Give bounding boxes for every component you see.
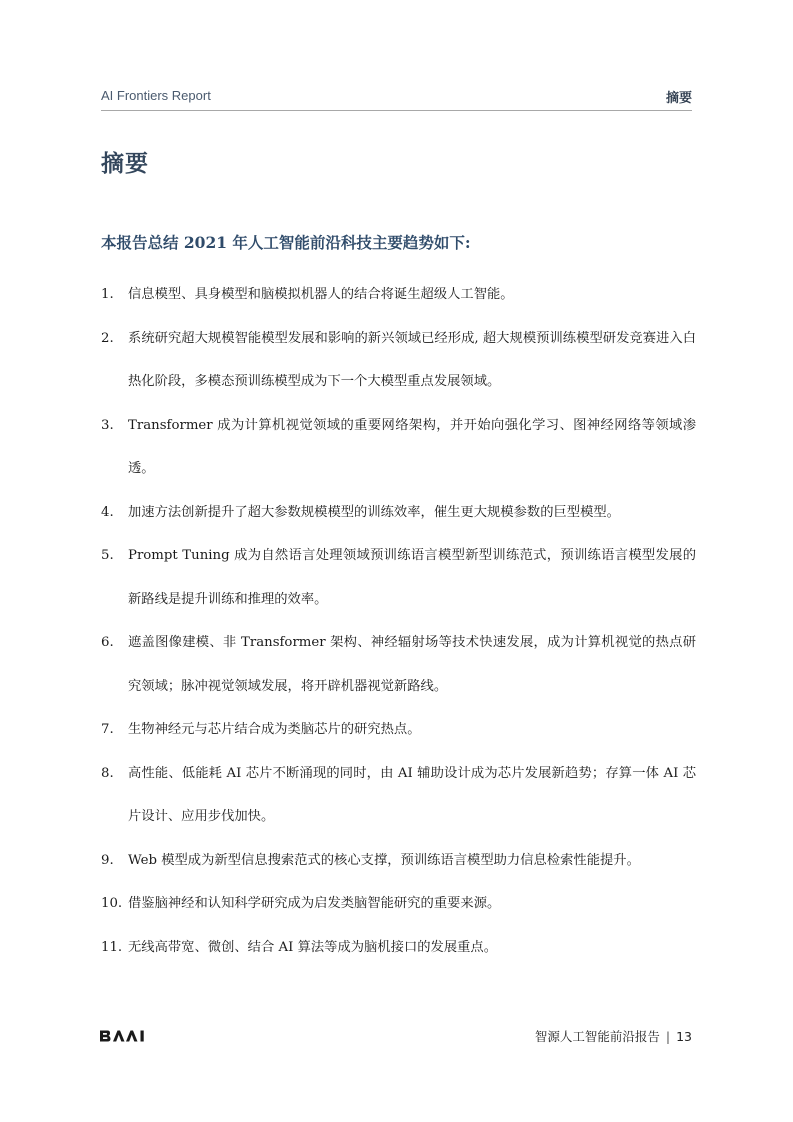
item-number: 8. — [101, 765, 114, 781]
list-item — [101, 491, 696, 535]
page-header — [101, 86, 692, 111]
page-number: 13 — [676, 1029, 692, 1044]
item-number: 7. — [101, 722, 114, 737]
item-number: 3. — [101, 417, 114, 433]
list-item — [101, 926, 696, 970]
list-item — [101, 839, 696, 883]
page-title: 摘要 — [101, 151, 149, 177]
item-text: 借鉴脑神经和认知科学研究成为启发类脑智能研究的重要来源。 — [128, 896, 501, 911]
list-item — [101, 534, 696, 621]
list-item — [101, 317, 696, 404]
item-number: 10. — [101, 896, 123, 911]
footer-separator: | — [665, 1029, 671, 1044]
item-number: 2. — [101, 330, 114, 346]
item-number: 9. — [101, 852, 114, 868]
item-text: 生物神经元与芯片结合成为类脑芯片的研究热点。 — [128, 722, 421, 737]
item-text: Web 模型成为新型信息搜索范式的核心支撑，预训练语言模型助力信息检索性能提升。 — [128, 852, 640, 868]
list-item — [101, 752, 696, 839]
list-item — [101, 621, 696, 708]
item-text: 加速方法创新提升了超大参数规模模型的训练效率，催生更大规模参数的巨型模型。 — [128, 504, 620, 520]
item-text: 系统研究超大规模智能模型发展和影响的新兴领域已经形成, 超大规模预训练模型研发竞赛进入白热化阶段，多模态预训练模型成为下一个大模型重点发展领域。 — [128, 330, 696, 389]
header-report-name: AI Frontiers Report — [101, 88, 211, 103]
header-section-title: 摘要 — [665, 91, 692, 106]
list-item — [101, 404, 696, 491]
item-text: Transformer 成为计算机视觉领域的重要网络架构，并开始向强化学习、图神经网络等领域渗透。 — [128, 417, 696, 476]
list-item — [101, 882, 696, 926]
footer-report-title: 智源人工智能前沿报告 — [534, 1029, 660, 1044]
item-number: 6. — [101, 635, 114, 650]
item-number: 1. — [101, 287, 114, 302]
item-number: 5. — [101, 548, 114, 563]
item-text: Prompt Tuning 成为自然语言处理领域预训练语言模型新型训练范式，预训练语言模型发展的新路线是提升训练和推理的效率。 — [128, 548, 696, 607]
item-text: 遮盖图像建模、非 Transformer 架构、神经辐射场等技术快速发展，成为计算机视觉的热点研究领域；脉冲视觉领域发展，将开辟机器视觉新路线。 — [128, 635, 696, 694]
list-item — [101, 708, 696, 752]
baai-logo — [99, 1029, 149, 1043]
item-number: 4. — [101, 504, 114, 520]
list-item — [101, 273, 696, 317]
intro-heading: 本报告总结 2021 年人工智能前沿科技主要趋势如下: — [101, 233, 471, 252]
page-footer — [535, 1027, 692, 1045]
item-number: 11. — [101, 939, 123, 955]
item-text: 无线高带宽、微创、结合 AI 算法等成为脑机接口的发展重点。 — [128, 939, 498, 955]
item-text: 信息模型、具身模型和脑模拟机器人的结合将诞生超级人工智能。 — [128, 287, 514, 302]
trends-list — [101, 273, 696, 969]
item-text: 高性能、低能耗 AI 芯片不断涌现的同时，由 AI 辅助设计成为芯片发展新趋势；存算一体 AI 芯片设计、应用步伐加快。 — [128, 765, 696, 824]
